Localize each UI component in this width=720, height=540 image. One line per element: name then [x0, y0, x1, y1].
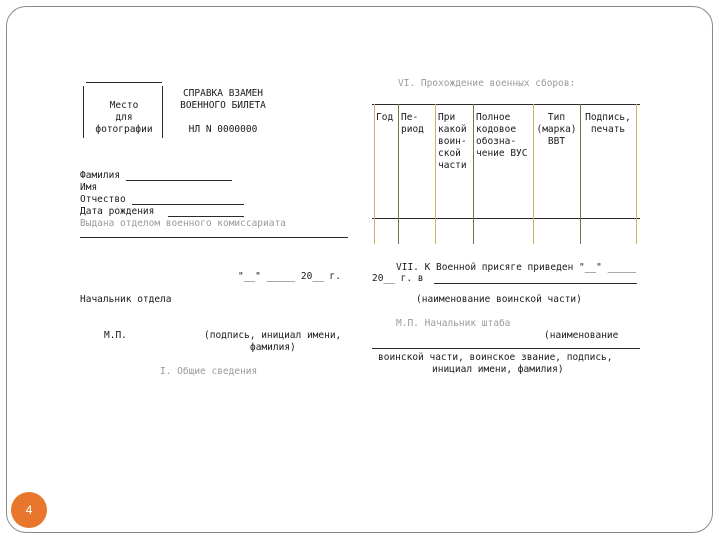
oath-footer-1: воинской части, воинское звание, подпись,	[378, 352, 613, 363]
oath-date-line: 20__ г. в	[372, 273, 424, 284]
musters-table-top	[372, 104, 640, 105]
section-general-info: I. Общие сведения	[160, 366, 258, 377]
col-header-unit: части	[438, 160, 467, 171]
page-number-badge: 4	[11, 492, 47, 528]
oath-unit-note: (наименование воинской части)	[416, 294, 582, 305]
musters-heading: VI. Прохождение военных сборов:	[398, 78, 576, 89]
col-header-year: Год	[376, 112, 394, 123]
photo-place-label-2: для	[115, 112, 133, 123]
col-header-type: (марка)	[536, 124, 577, 135]
certificate-number: НЛ N 0000000	[188, 124, 258, 135]
signature-note-2: фамилия)	[250, 342, 296, 353]
musters-table-rule	[372, 218, 640, 219]
certificate-date-line: "__" _____ 20__ г.	[238, 271, 341, 282]
col-header-unit: какой	[438, 124, 467, 135]
issued-by-line	[80, 237, 348, 238]
oath-date-underline	[434, 283, 637, 284]
field-birthdate: Дата рождения	[80, 206, 155, 217]
stamp-label: М.П.	[104, 330, 127, 341]
certificate-title-2: ВОЕННОГО БИЛЕТА	[180, 100, 266, 111]
field-patronymic-line	[132, 204, 244, 205]
certificate-title-1: СПРАВКА ВЗАМЕН	[182, 88, 264, 99]
col-header-code: кодовое	[476, 124, 517, 135]
musters-col-line	[473, 104, 474, 244]
musters-col-line	[398, 104, 399, 244]
col-header-period: риод	[401, 124, 424, 135]
col-header-code: обозна-	[476, 136, 517, 147]
field-surname: Фамилия	[80, 170, 121, 181]
oath-heading: VII. К Военной присяге приведен "__" _____	[396, 262, 637, 273]
chief-of-department: Начальник отдела	[80, 294, 172, 305]
musters-col-line	[435, 104, 436, 244]
field-surname-line	[126, 180, 232, 181]
col-header-signature: печать	[590, 124, 626, 135]
oath-chief: М.П. Начальник штаба	[396, 318, 511, 329]
field-name: Имя	[80, 182, 98, 193]
musters-col-line	[636, 104, 637, 244]
col-header-code: чение ВУС	[476, 148, 528, 159]
photo-box-right	[162, 86, 163, 138]
col-header-type: Тип	[547, 112, 566, 123]
col-header-type: ВВТ	[547, 136, 566, 147]
col-header-signature: Подпись,	[585, 112, 631, 123]
field-birthdate-line	[168, 216, 244, 217]
oath-footer-2: инициал имени, фамилия)	[432, 364, 564, 375]
photo-box-left	[83, 86, 84, 138]
col-header-unit: ской	[438, 148, 461, 159]
musters-col-line	[374, 104, 375, 244]
col-header-period: Пе-	[401, 112, 419, 123]
signature-note: (подпись, инициал имени,	[204, 330, 342, 341]
photo-place-label-3: фотографии	[95, 124, 153, 135]
col-header-unit: воин-	[438, 136, 467, 147]
issued-by: Выдана отделом военного комиссариата	[80, 218, 286, 229]
col-header-unit: При	[438, 112, 456, 123]
col-header-code: Полное	[476, 112, 511, 123]
photo-box-top	[86, 82, 162, 83]
photo-place-label-1: Место	[109, 100, 139, 111]
field-patronymic: Отчество	[80, 194, 126, 205]
oath-signature-line	[372, 348, 640, 349]
oath-name-note: (наименование	[544, 330, 619, 341]
